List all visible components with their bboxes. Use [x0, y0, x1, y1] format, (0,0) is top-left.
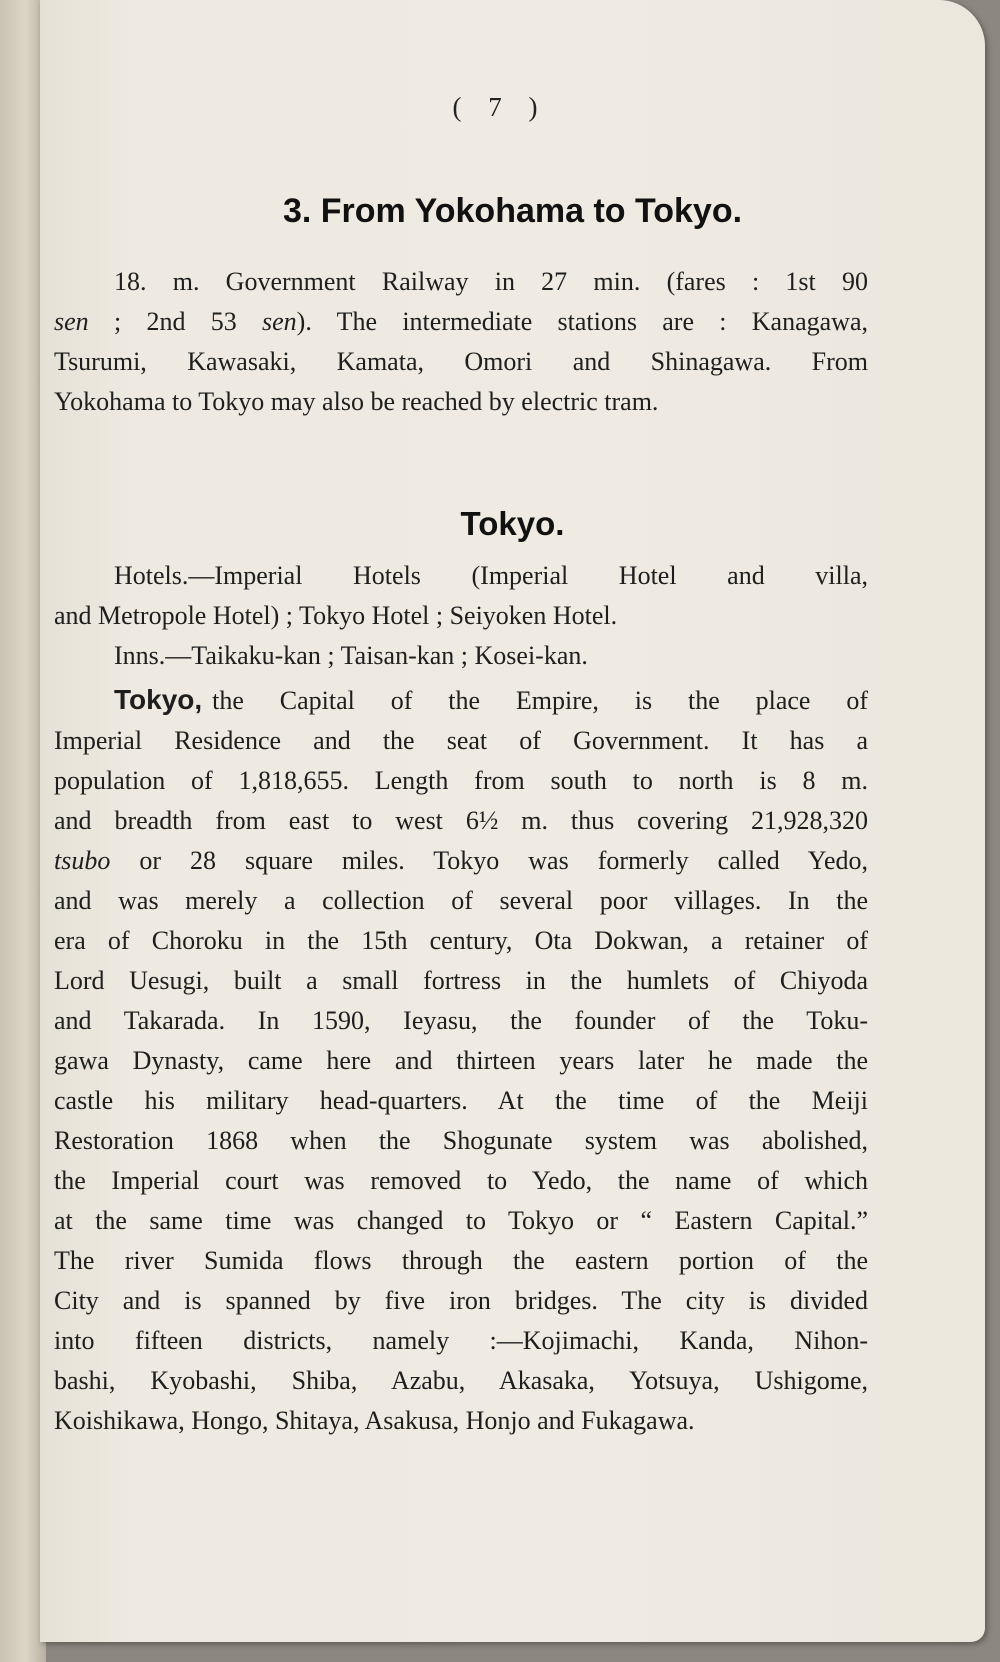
body-line: The river Sumida flows through the eastern portion of the: [54, 1246, 868, 1275]
intro-line: Tsurumi, Kawasaki, Kamata, Omori and Shinagawa. From: [54, 347, 868, 376]
lead-word: Tokyo,: [114, 684, 203, 715]
inns-line: Inns.—Taikaku-kan ; Taisan-kan ; Kosei-kan.: [114, 641, 588, 670]
body-line: and Takarada. In 1590, Ieyasu, the founder of the Toku-: [54, 1006, 868, 1035]
intro-paragraph: [54, 262, 868, 422]
body-line: and breadth from east to west 6½ m. thus covering 21,928,320: [54, 806, 868, 835]
body-line: City and is spanned by five iron bridges. The city is divided: [54, 1286, 868, 1315]
book-page: [40, 0, 985, 1642]
body-line: Imperial Residence and the seat of Government. It has a: [54, 726, 868, 755]
intro-line: sen ; 2nd 53 sen). The intermediate stations are : Kanagawa,: [54, 307, 868, 336]
body-line: at the same time was changed to Tokyo or “ Eastern Capital.”: [54, 1206, 868, 1235]
body-line: Restoration 1868 when the Shogunate system was abolished,: [54, 1126, 868, 1155]
body-line: tsubo or 28 square miles. Tokyo was formerly called Yedo,: [54, 846, 868, 875]
hotels-paragraph: [54, 556, 868, 676]
body-line: the Imperial court was removed to Yedo, the name of which: [54, 1166, 868, 1195]
body-line: era of Choroku in the 15th century, Ota Dokwan, a retainer of: [54, 926, 868, 955]
body-line: gawa Dynasty, came here and thirteen years later he made the: [54, 1046, 868, 1075]
hotels-line: and Metropole Hotel) ; Tokyo Hotel ; Seiyoken Hotel.: [54, 601, 618, 630]
body-line: and was merely a collection of several poor villages. In the: [54, 886, 868, 915]
page-number: ( 7 ): [452, 92, 548, 122]
body-line: into fifteen districts, namely :—Kojimachi, Kanda, Nihon-: [54, 1326, 868, 1355]
body-line: Lord Uesugi, built a small fortress in the humlets of Chiyoda: [54, 966, 868, 995]
city-title: Tokyo.: [460, 505, 565, 542]
tokyo-description: [54, 680, 868, 1441]
body-line: Tokyo, the Capital of the Empire, is the place of: [114, 684, 868, 715]
intro-line: Yokohama to Tokyo may also be reached by electric tram.: [54, 387, 659, 416]
body-line: castle his military head-quarters. At the time of the Meiji: [54, 1086, 868, 1115]
body-line: bashi, Kyobashi, Shiba, Azabu, Akasaka, Yotsuya, Ushigome,: [54, 1366, 868, 1395]
section-title: 3. From Yokohama to Tokyo.: [282, 192, 743, 230]
intro-line: 18. m. Government Railway in 27 min. (fares : 1st 90: [114, 267, 868, 296]
body-line: population of 1,818,655. Length from south to north is 8 m.: [54, 766, 868, 795]
body-line: Koishikawa, Hongo, Shitaya, Asakusa, Honjo and Fukagawa.: [54, 1406, 695, 1435]
hotels-line: Hotels.—Imperial Hotels (Imperial Hotel and villa,: [114, 561, 868, 590]
